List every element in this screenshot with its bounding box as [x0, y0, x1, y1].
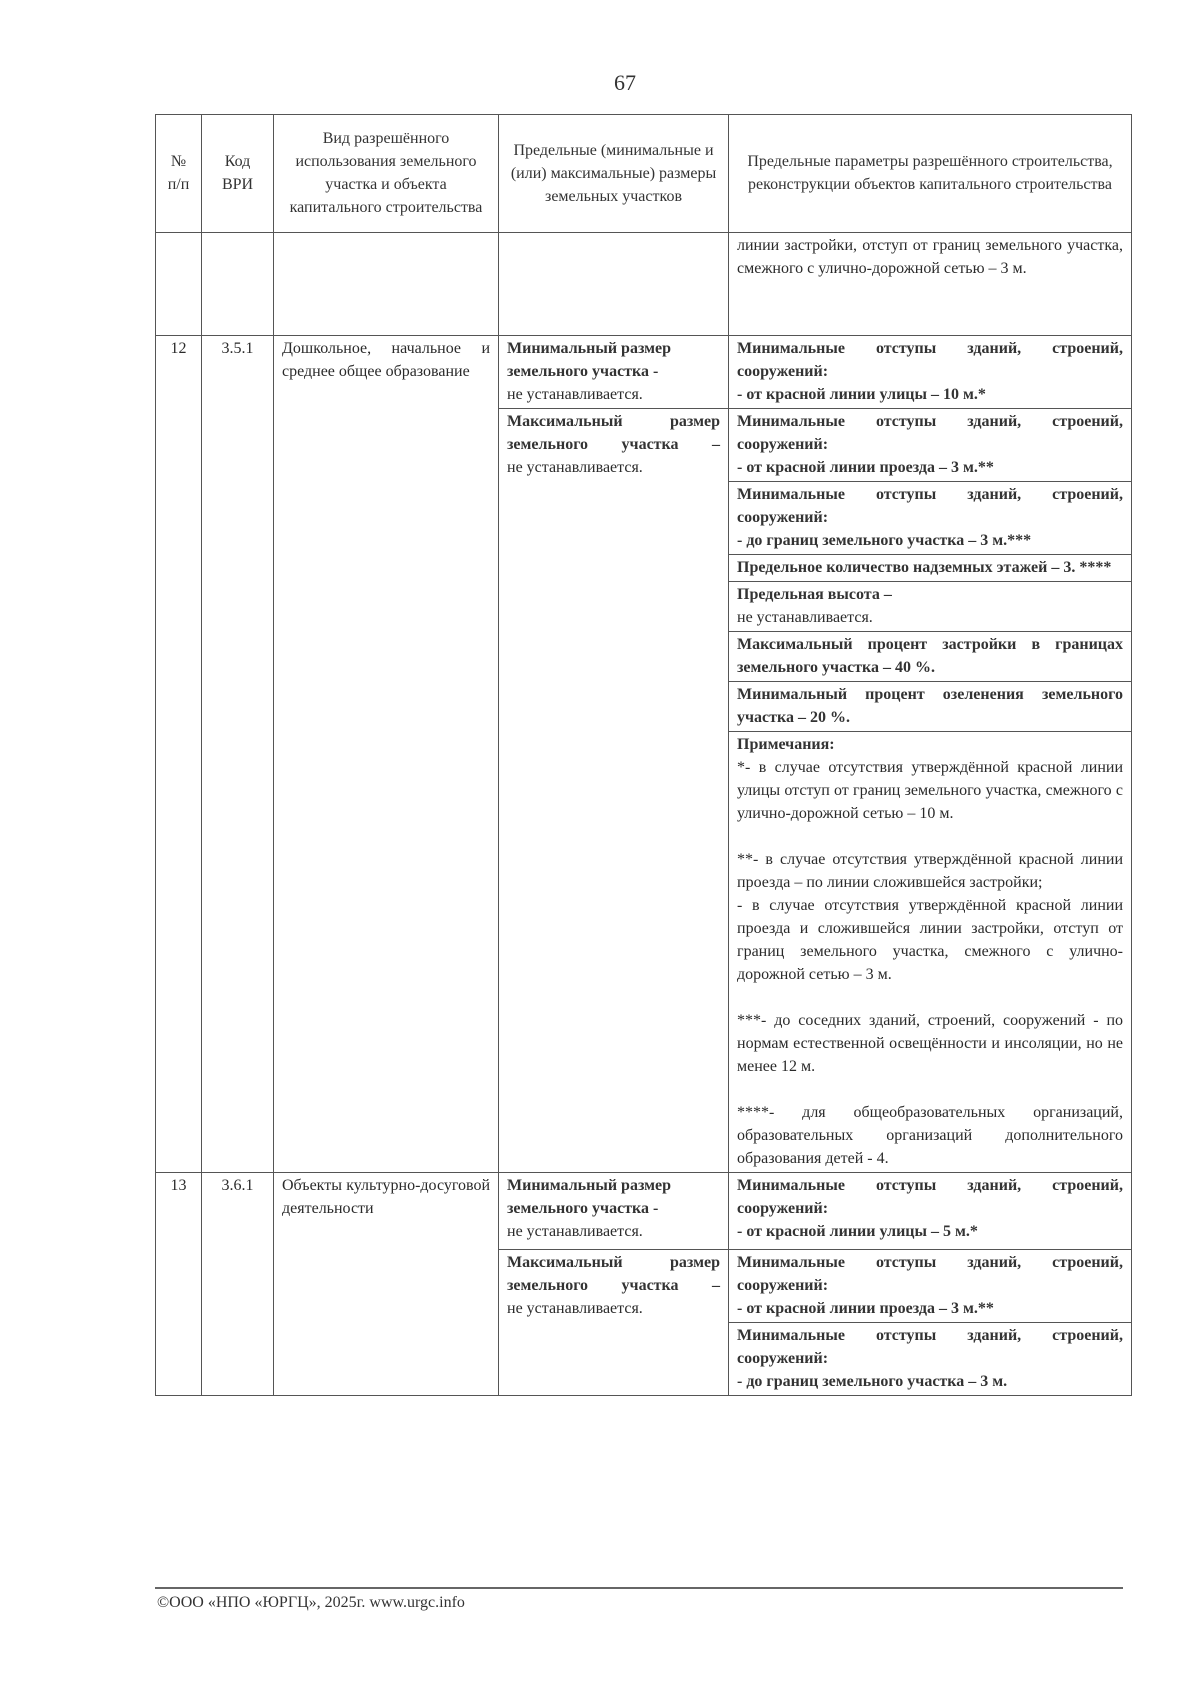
row13-size-max-value: не устанавливается.	[507, 1300, 643, 1317]
row12-size-max-title: Максимальный размер земельного участка –	[507, 413, 720, 453]
row12-notes-title: Примечания:	[737, 736, 835, 753]
row13-size-min-title: Минимальный размер земельного участка -	[507, 1177, 672, 1217]
table-row-13	[156, 1173, 1132, 1396]
table-header-row	[156, 115, 1132, 233]
row12-size-max	[499, 409, 728, 481]
row12-sizes	[499, 336, 729, 1173]
row12-note-4: ****- для общеобразовательных организаций, образовательных организаций дополнительного образования детей - 4.	[737, 1104, 1123, 1167]
header-sizes: Предельные (минимальные и (или) максимальные) размеры земельных участков	[499, 115, 729, 233]
header-vri: Вид разрешённого использования земельного участка и объекта капитального строительства	[274, 115, 499, 233]
row13-name: Объекты культурно-досуговой деятельности	[274, 1173, 499, 1396]
row12-param-5: Предельная высота – не устанавливается.	[729, 582, 1131, 632]
page-number: 67	[614, 70, 636, 95]
row12-note-3: ***- до соседних зданий, строений, сооружений - по нормам естественной освещённости и инсоляции, но не менее 12 м.	[737, 1012, 1123, 1075]
row12-name: Дошкольное, начальное и среднее общее образование	[274, 336, 499, 1173]
row12-num: 12	[156, 336, 202, 1173]
row13-size-max	[499, 1250, 728, 1322]
header-num: № п/п	[156, 115, 202, 233]
row12-param-6: Максимальный процент застройки в границах земельного участка – 40 %.	[729, 632, 1131, 682]
row12-size-min-value: не устанавливается.	[507, 386, 643, 403]
row13-params	[729, 1173, 1132, 1396]
row12-note-2b: - в случае отсутствия утверждённой красной линии проезда и сложившейся линии застройки, отступ от границ земельного участка, смежного с улично-дорожной сетью – 3 м.	[737, 897, 1123, 983]
row13-size-min	[499, 1173, 728, 1250]
row12-param-3: Минимальные отступы зданий, строений, сооружений: - до границ земельного участка – 3 м.***	[729, 482, 1131, 555]
row12-notes	[729, 732, 1131, 1172]
row12-param-4: Предельное количество надземных этажей – 3. ****	[729, 555, 1131, 582]
header-params: Предельные параметры разрешённого строительства, реконструкции объектов капитального строительства	[729, 115, 1132, 233]
row13-num: 13	[156, 1173, 202, 1396]
header-code: Код ВРИ	[202, 115, 274, 233]
row13-sizes	[499, 1173, 729, 1396]
regulations-table	[155, 114, 1132, 1396]
row12-size-max-value: не устанавливается.	[507, 459, 643, 476]
row13-param-1: Минимальные отступы зданий, строений, сооружений: - от красной линии улицы – 5 м.*	[729, 1173, 1131, 1250]
footer-divider	[155, 1587, 1123, 1589]
row12-param-7: Минимальный процент озеленения земельного участка – 20 %.	[729, 682, 1131, 732]
table-row-continuation	[156, 233, 1132, 336]
footer-copyright: ©ООО «НПО «ЮРГЦ», 2025г. www.urgc.info	[157, 1594, 465, 1611]
continuation-text: линии застройки, отступ от границ земельного участка, смежного с улично-дорожной сетью – 3 м.	[729, 233, 1132, 336]
table-row-12	[156, 336, 1132, 1173]
row12-size-min	[499, 336, 728, 409]
row12-note-1: *- в случае отсутствия утверждённой красной линии улицы отступ от границ земельного участка, смежного с улично-дорожной сетью – 10 м.	[737, 759, 1123, 822]
row13-size-min-value: не устанавливается.	[507, 1223, 643, 1240]
row13-size-max-title: Максимальный размер земельного участка –	[507, 1254, 720, 1294]
row12-param-2: Минимальные отступы зданий, строений, сооружений: - от красной линии проезда – 3 м.**	[729, 409, 1131, 482]
row12-size-min-title: Минимальный размер земельного участка -	[507, 340, 672, 380]
row13-param-2: Минимальные отступы зданий, строений, сооружений: - от красной линии проезда – 3 м.**	[729, 1250, 1131, 1323]
row13-code: 3.6.1	[202, 1173, 274, 1396]
row12-params	[729, 336, 1132, 1173]
row12-note-2a: **- в случае отсутствия утверждённой красной линии проезда – по линии сложившейся застройки;	[737, 851, 1123, 891]
row12-param-1: Минимальные отступы зданий, строений, сооружений: - от красной линии улицы – 10 м.*	[729, 336, 1131, 409]
row13-param-3: Минимальные отступы зданий, строений, сооружений: - до границ земельного участка – 3 м.	[737, 1327, 1123, 1390]
row12-code: 3.5.1	[202, 336, 274, 1173]
